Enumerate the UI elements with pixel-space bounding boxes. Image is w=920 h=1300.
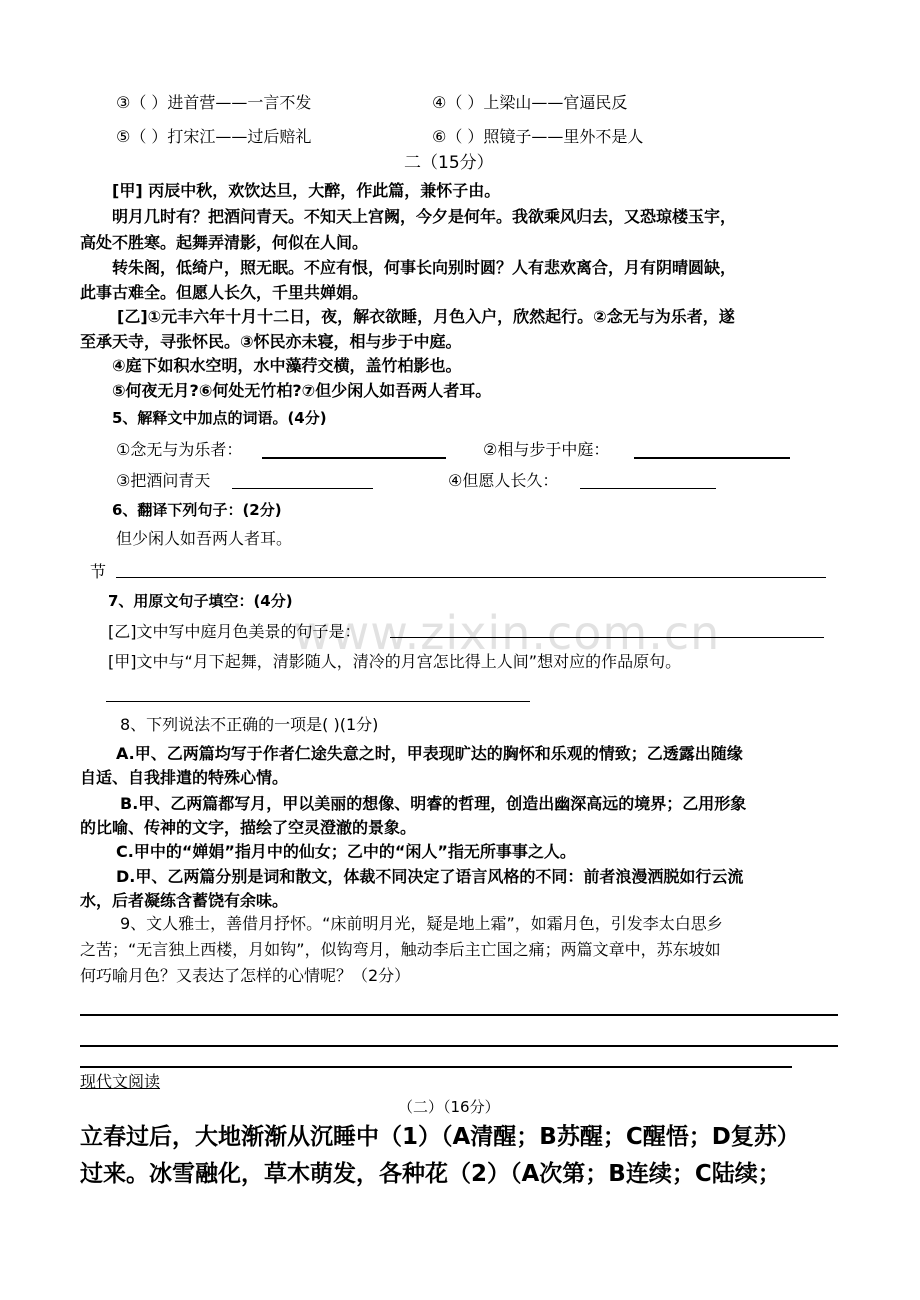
q5-answer-blank-1[interactable]	[262, 457, 446, 459]
q8-option-b: B.甲、乙两篇都写月，甲以美丽的想像、明睿的哲理，创造出幽深高远的境界；乙用形象	[120, 794, 747, 813]
yi-text-line: ④庭下如积水空明，水中藻荇交横，盖竹柏影也。	[112, 356, 462, 375]
q8-option-a: A.甲、乙两篇均写于作者仁途失意之时，甲表现旷达的胸怀和乐观的情致；乙透露出随缘	[116, 744, 743, 763]
yi-text-line: [乙]①元丰六年十月十二日，夜，解衣欲睡，月色入户，欣然起行。②念无与为乐者，遂	[117, 307, 735, 326]
q6-label: 节	[90, 562, 107, 581]
q5-stem: 5、解释文中加点的词语。(4分)	[112, 409, 327, 427]
modern-text-line: 过来。冰雪融化，草木萌发，各种花（2）（A次第；B连续；C陆续；	[80, 1161, 781, 1187]
q8-option-a-cont: 自适、自我排遣的特殊心情。	[80, 768, 289, 787]
q8-option-c: C.甲中的“婵娟”指月中的仙女；乙中的“闲人”指无所事事之人。	[116, 842, 576, 861]
yi-text-line: ⑤何夜无月?⑥何处无竹柏?⑦但少闲人如吾两人者耳。	[112, 381, 492, 400]
q7-answer-blank-2[interactable]	[106, 701, 530, 702]
idiom-6: ⑥（ ）照镜子——里外不是人	[432, 127, 644, 146]
q5-item-2: ②相与步于中庭：	[483, 440, 610, 459]
jia-text-line: 转朱阁，低绮户，照无眠。不应有恨，何事长向别时圆？人有悲欢离合，月有阴晴圆缺，	[112, 258, 737, 277]
idiom-5: ⑤（ ）打宋江——过后赔礼	[116, 127, 312, 146]
q5-answer-blank-4[interactable]	[580, 488, 716, 489]
q8-option-b-cont: 的比喻、传神的文字，描绘了空灵澄澈的景象。	[80, 818, 417, 837]
q9-answer-line-1[interactable]	[80, 1014, 838, 1016]
jia-title: [甲] 丙辰中秋，欢饮达旦，大醉，作此篇，兼怀子由。	[112, 181, 501, 200]
q9-text-line: 9、文人雅士，善借月抒怀。“床前明月光，疑是地上霜”，如霜月色，引发李太白思乡	[120, 914, 723, 933]
jia-text-line: 明月几时有？把酒问青天。不知天上宫阙，今夕是何年。我欲乘风归去，又恐琼楼玉宇，	[112, 207, 737, 226]
q9-text-line: 何巧喻月色？又表达了怎样的心情呢？（2分）	[80, 966, 411, 985]
q7-line-1: [乙]文中写中庭月色美景的句子是：	[108, 622, 361, 641]
yi-text-line: 至承天寺，寻张怀民。③怀民亦未寝，相与步于中庭。	[80, 332, 462, 351]
q5-item-1: ①念无与为乐者：	[116, 440, 243, 459]
modern-reading-heading: （二）（16分）	[398, 1098, 500, 1116]
q5-item-4: ④但愿人长久：	[448, 471, 559, 490]
q5-item-3: ③把酒问青天	[116, 471, 211, 490]
q9-answer-line-3[interactable]	[80, 1066, 792, 1068]
jia-text-line: 此事古难全。但愿人长久，千里共婵娟。	[80, 283, 369, 302]
q5-answer-blank-3[interactable]	[232, 488, 373, 489]
q6-sentence: 但少闲人如吾两人者耳。	[116, 529, 293, 548]
q8-stem: 8、下列说法不正确的一项是( )(1分)	[120, 715, 379, 734]
idiom-3: ③（ ）进首营——一言不发	[116, 93, 312, 112]
q7-answer-blank-1[interactable]	[390, 637, 824, 638]
q9-text-line: 之苦；“无言独上西楼，月如钩”，似钩弯月，触动李后主亡国之痛；两篇文章中，苏东坡如	[80, 940, 721, 959]
q6-answer-blank[interactable]	[116, 577, 826, 578]
watermark: www.zixin.com.cn	[293, 606, 721, 660]
modern-text-line: 立春过后，大地渐渐从沉睡中（1）（A清醒；B苏醒；C醒悟；D复苏）	[80, 1124, 800, 1150]
section-heading: 二（15分）	[404, 153, 494, 173]
q8-option-d: D.甲、乙两篇分别是词和散文，体裁不同决定了语言风格的不同：前者浪漫洒脱如行云流	[116, 867, 744, 886]
jia-text-line: 高处不胜寒。起舞弄清影，何似在人间。	[80, 233, 369, 252]
q7-stem: 7、用原文句子填空：(4分)	[108, 592, 293, 610]
q7-line-2: [甲]文中与“月下起舞，清影随人，清冷的月宫怎比得上人间”想对应的作品原句。	[108, 652, 682, 671]
q6-stem: 6、翻译下列句子：(2分)	[112, 501, 282, 519]
q9-answer-line-2[interactable]	[80, 1045, 838, 1047]
q5-answer-blank-2[interactable]	[634, 457, 790, 459]
modern-reading-title: 现代文阅读	[80, 1072, 161, 1091]
idiom-4: ④（ ）上梁山——官逼民反	[432, 93, 628, 112]
q8-option-d-cont: 水，后者凝练含蓄饶有余味。	[80, 891, 289, 910]
